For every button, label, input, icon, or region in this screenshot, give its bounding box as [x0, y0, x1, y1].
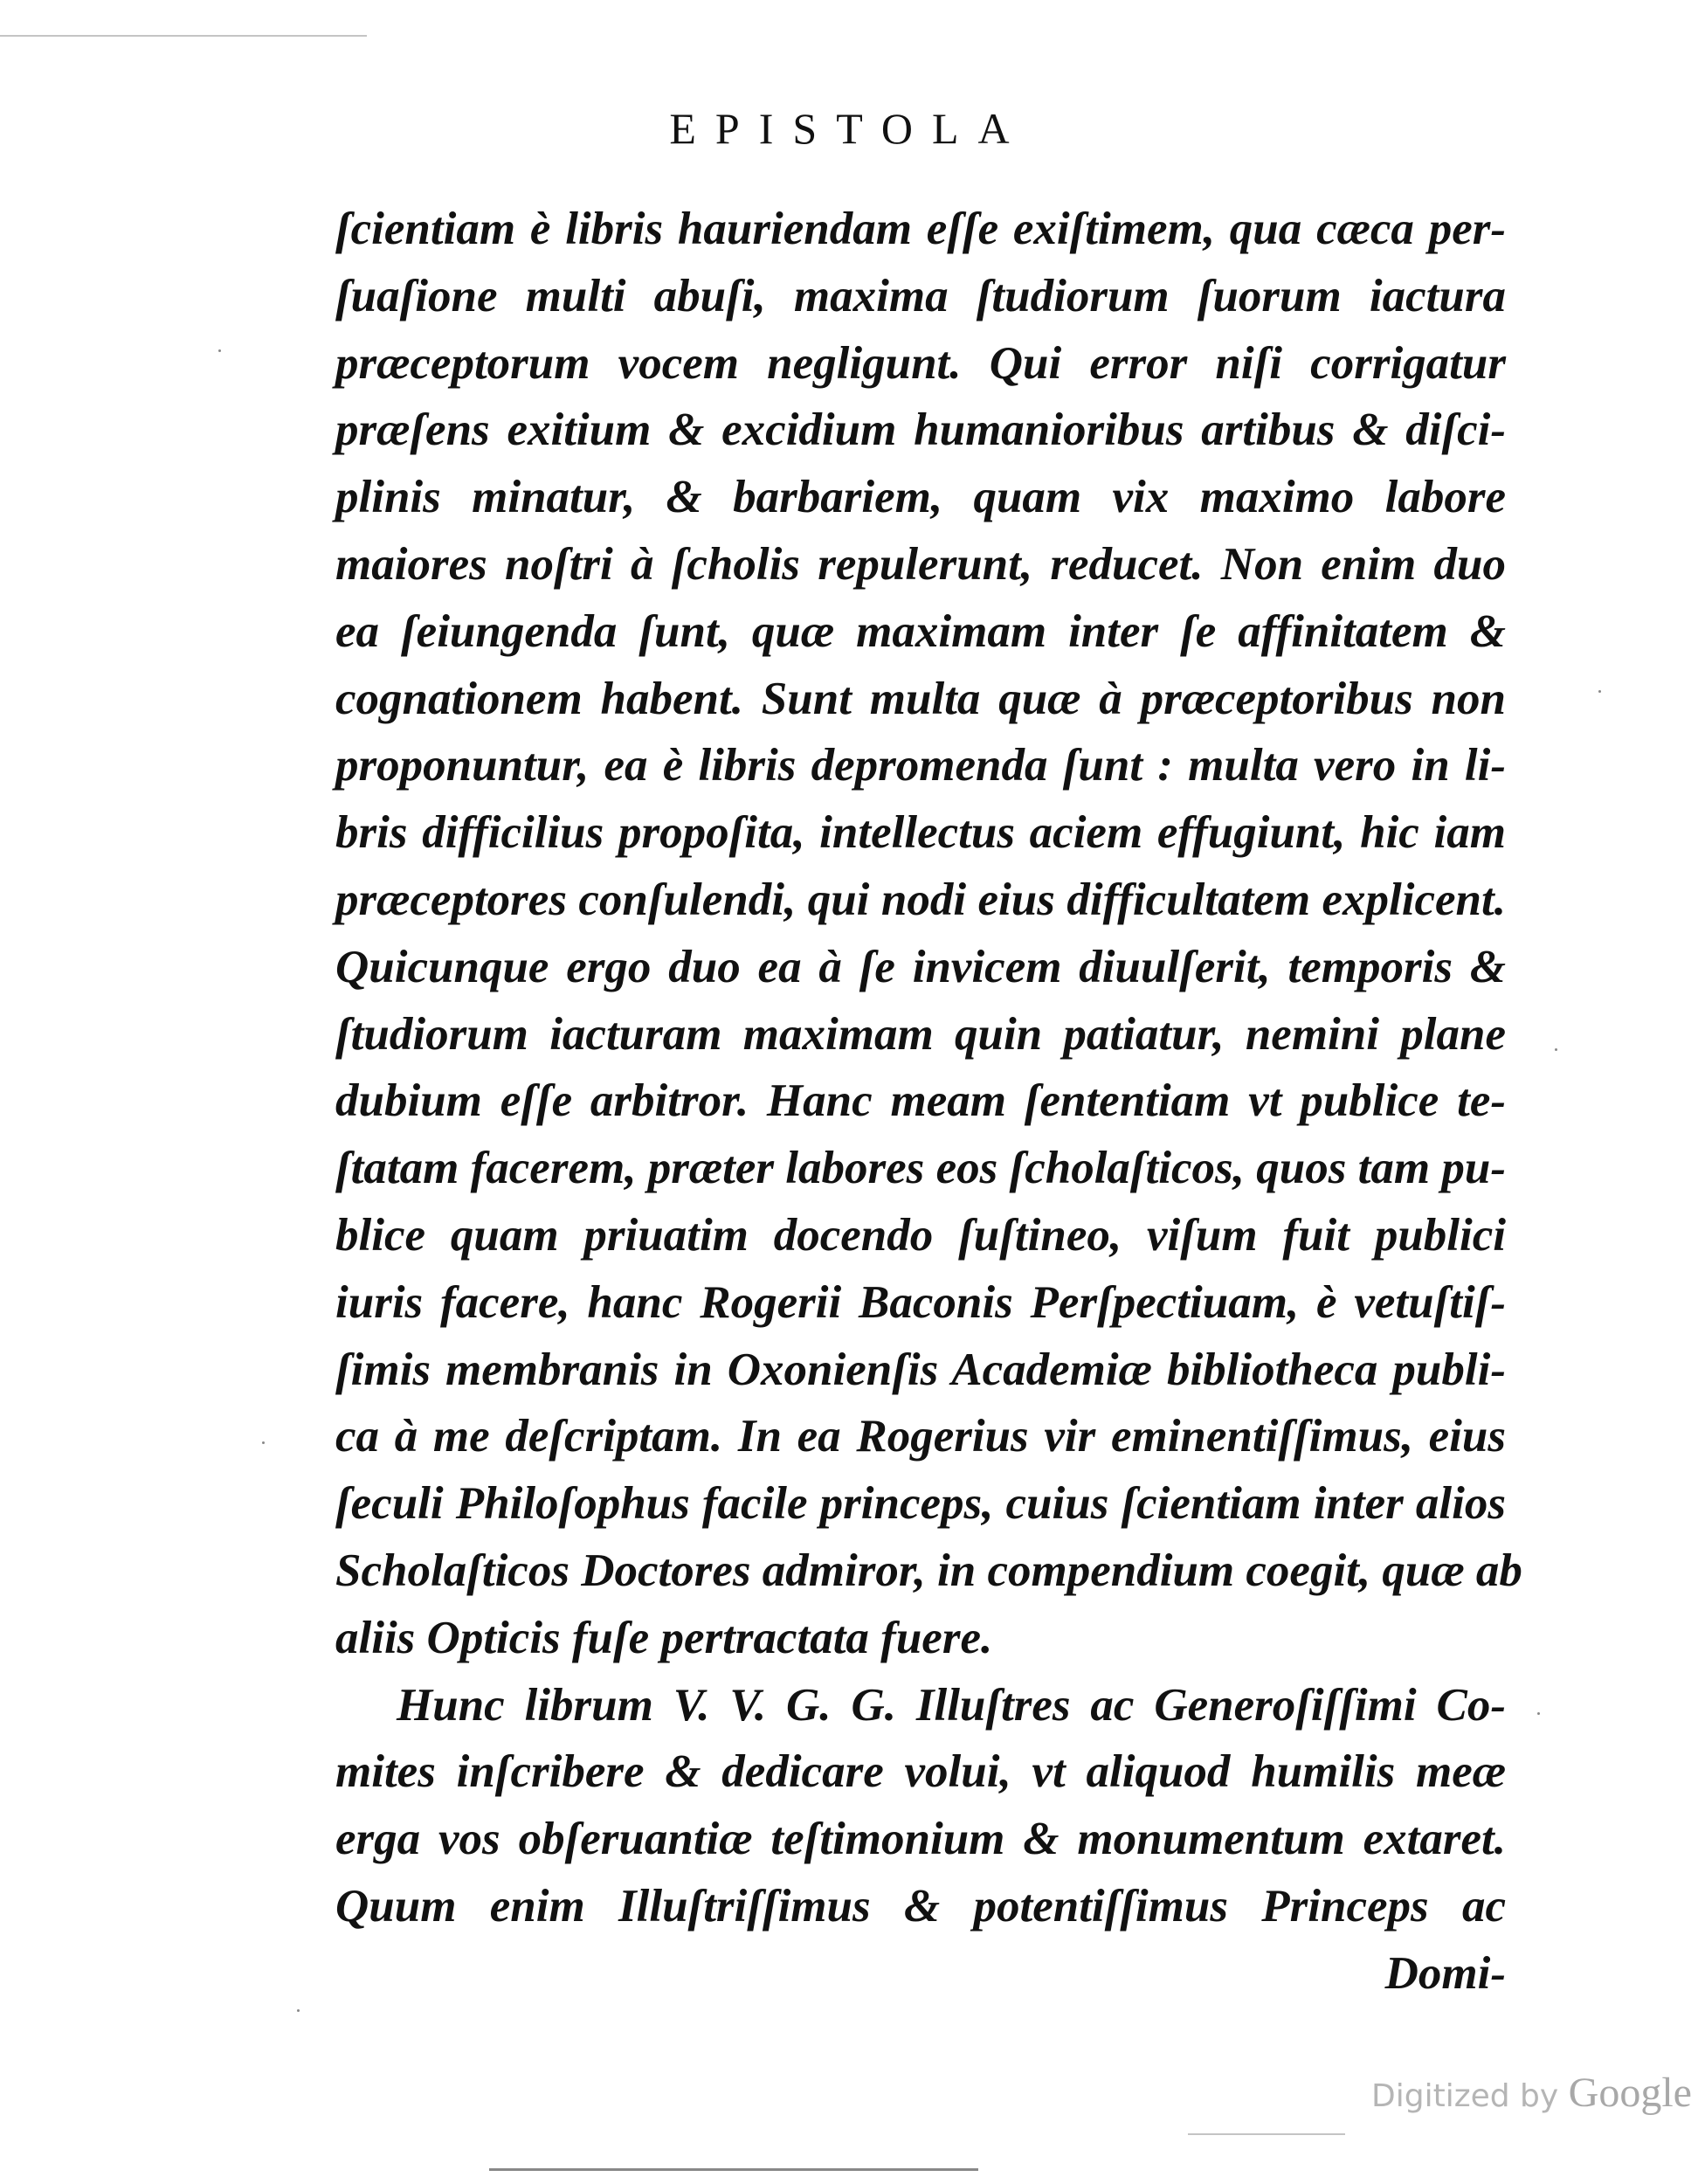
text-line: ſimis membranis in Oxonienſis Academiæ bibliotheca publi-: [335, 1344, 1506, 1395]
text-line: ſtudiorum iacturam maximam quin patiatur, nemini plane: [335, 1008, 1506, 1060]
text-line: Quum enim Illuſtriſſimus & potentiſſimus Princeps ac: [335, 1880, 1506, 1932]
scan-edge-line-top: [0, 35, 367, 37]
text-line: Quicunque ergo duo ea à ſe invicem diuulſerit, temporis &: [335, 941, 1506, 992]
text-line: Scholaſticos Doctores admiror, in compendium coegit, quæ ab: [335, 1545, 1522, 1596]
scan-edge-line-bottom-right: [1188, 2133, 1345, 2135]
text-line: maiores noſtri à ſcholis repulerunt, reducet. Non enim duo: [335, 538, 1506, 590]
text-line: ca à me deſcriptam. In ea Rogerius vir eminentiſſimus, eius: [335, 1411, 1506, 1462]
text-line: blice quam priuatim docendo ſuſtineo, viſum fuit publici: [335, 1209, 1506, 1261]
paper-speck: [1537, 1712, 1540, 1715]
text-line: præceptorum vocem negligunt. Qui error niſi corrigatur: [335, 337, 1506, 389]
text-line: proponuntur, ea è libris depromenda ſunt : multa vero in li-: [335, 740, 1506, 791]
digitized-watermark: [1371, 2069, 1692, 2117]
text-line: dubium eſſe arbitror. Hanc meam ſententiam vt publice te-: [335, 1075, 1506, 1127]
paper-speck: [262, 1441, 265, 1444]
text-line: mites inſcribere & dedicare volui, vt aliquod humilis meæ: [335, 1746, 1506, 1798]
text-line: ea ſeiungenda ſunt, quæ maximam inter ſe affinitatem &: [335, 605, 1506, 657]
page-header: EPISTOLA: [669, 104, 1029, 153]
letter-body-text: [335, 196, 1522, 2008]
watermark-brand: Google: [1568, 2070, 1692, 2116]
watermark-prefix: Digitized by: [1371, 2078, 1559, 2114]
text-line: Hunc librum V. V. G. G. Illuſtres ac Generoſiſſimi Co-: [397, 1679, 1506, 1731]
text-line: præceptores conſulendi, qui nodi eius difficultatem explicent.: [335, 874, 1506, 925]
text-line: cognationem habent. Sunt multa quæ à præceptoribus non: [335, 673, 1506, 724]
text-line: ſeculi Philoſophus facile princeps, cuius ſcientiam inter alios: [335, 1478, 1506, 1530]
paper-speck: [297, 2009, 300, 2012]
paper-speck: [218, 349, 221, 352]
text-line: iuris facere, hanc Rogerii Baconis Perſpectiuam, è vetuſtiſ-: [335, 1276, 1506, 1328]
text-line: aliis Opticis fuſe pertractata fuere.: [335, 1612, 993, 1663]
catchword: Domi-: [1384, 1947, 1506, 1999]
text-line: erga vos obſeruantiæ teſtimonium & monumentum extaret.: [335, 1814, 1506, 1865]
scan-edge-line-bottom: [489, 2168, 978, 2171]
text-line: præſens exitium & excidium humanioribus artibus & diſci-: [335, 404, 1506, 456]
text-line: ſcientiam è libris hauriendam eſſe exiſtimem, qua cæca per-: [335, 204, 1506, 254]
text-line: ſuaſione multi abuſi, maxima ſtudiorum ſuorum iactura: [335, 270, 1506, 321]
text-line: plinis minatur, & barbariem, quam vix maximo labore: [335, 472, 1506, 523]
paper-speck: [1598, 690, 1601, 693]
text-line: ſtatam facerem, præter labores eos ſcholaſticos, quos tam pu-: [335, 1143, 1506, 1194]
paper-speck: [1555, 1048, 1557, 1051]
text-line: bris difficilius propoſita, intellectus aciem effugiunt, hic iam: [335, 807, 1506, 859]
